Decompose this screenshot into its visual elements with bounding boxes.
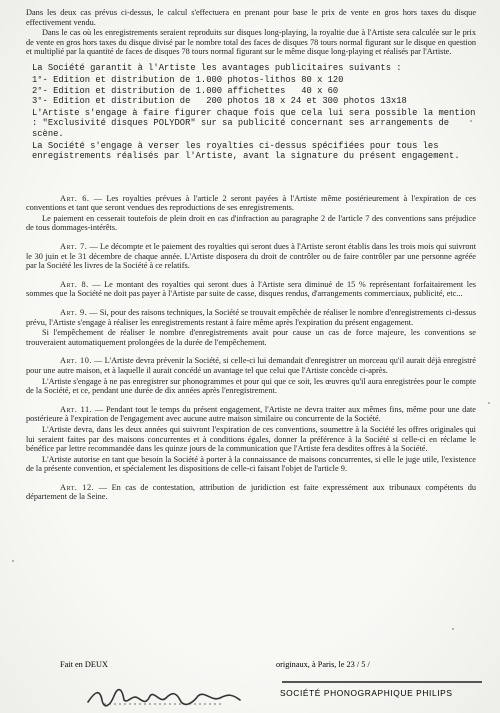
company-stamp: SOCIÉTÉ PHONOGRAPHIQUE PHILIPS [280, 688, 453, 698]
typed-line-item-3: 3°- Edition et distribution de 200 photos 18 x 24 et 300 photos 13x18 [32, 95, 407, 106]
article-label: Art. 12. [60, 482, 95, 492]
article-text: Pendant tout le temps du présent engagement, l'Artiste ne devra traiter aux mêmes fins, même pour une date postérieure à l'expiration de l'engagement avec aucune autre maison similaire ou concurrente de la Société. [26, 404, 476, 424]
article-12: Art. 12. — En cas de contestation, attribution de juridiction est faite expressément aux tribunaux compétents du département de la Seine. [26, 482, 476, 502]
article-text: Les royalties prévues à l'article 2 seront payées à l'Artiste même postérieurement à l'expiration de ces conventions et tant que seront vendues des reproductions de ses enregistrements. [26, 193, 477, 213]
article-8: Art. 8. — Le montant des royalties qui seront dues à l'Artiste sera diminué de 15 % représentant forfaitairement les sommes que la Société ne doit pas payer à l'Artiste par suite de casse, disques rendus, d'arrangements commerciaux, publicité, etc... [26, 279, 476, 299]
article-label: Art. 11. [60, 404, 93, 414]
article-text: Le décompte et le paiement des royalties qui seront dues à l'Artiste seront établis dans les trois mois qui suivront le 30 juin et le 31 décembre de chaque année. L'Artiste disposera du droit de contrôler ou de faire contrôler par une personne agréée par la Société les livres de la Société à ce relatifs. [26, 242, 476, 271]
stamp-rule [282, 681, 482, 683]
article-continuation: L'Artiste devra, dans les deux années qui suivront l'expiration de ces conventions, soumettre à la Société les offres originales qui lui seraient faites par des maisons concurrentes et à conditions égales, donner la préférence à la Société si celle-ci en réclame le bénéfice par lettre recommandée dans les quinze jours de la communication que l'Artiste fera desdites offres à la Société. [26, 424, 476, 454]
paper-speck [452, 628, 454, 630]
article-continuation: Le paiement en cesserait toutefois de plein droit en cas d'infraction au paragraphe 2 de l'article 7 des conventions sans préjudice de tous dommages-intérêts. [26, 213, 476, 233]
paper-speck [470, 120, 472, 122]
typed-line-royalties: La Société s'engage à verser les royalties ci-dessus spécifiées pour tous les enregistrements réalisés par l'Artiste, avant la signature du présent engagement. [32, 141, 460, 162]
article-text: L'Artiste devra prévenir la Société, si celle-ci lui demandait d'enregistrer un morceau qu'il aurait déjà enregistré pour une autre maison, et à laquelle il aurait concédé un avantage tel que celui que l'Artiste concède ci-après. [26, 356, 476, 375]
typed-insert [26, 62, 481, 162]
place-of-signing: Fait en DEUX [60, 660, 108, 669]
article-text: En cas de contestation, attribution de juridiction est faite expressément aux tribunaux compétents du département de la Seine. [26, 482, 476, 502]
typed-line-guarantee: La Société garantit à l'Artiste les avantages publicitaires suivants : [32, 62, 402, 73]
originals-date: originaux, à Paris, le 23 / 5 / [276, 660, 370, 669]
article-7: Art. 7. — Le décompte et le paiement des royalties qui seront dues à l'Artiste seront établis dans les trois mois qui suivront le 30 juin et le 31 décembre de chaque année. L'Artiste disposera du droit de contrôler ou de faire contrôler par une personne agréée par la Société les livres de la Société à ce relatifs. [26, 242, 476, 271]
article-text: Le montant des royalties qui seront dues à l'Artiste sera diminué de 15 % représentant forfaitairement les sommes que la Société ne doit pas payer à l'Artiste par suite de casse, disques rendus, d'arrangements commerciaux, publicité, etc... [26, 279, 476, 299]
article-11: Art. 11. — Pendant tout le temps du présent engagement, l'Artiste ne devra traiter aux mêmes fins, même pour une date postérieure à l'expiration de l'engagement avec aucune autre maison similaire ou concurrente de la Société. L'Artiste devra, dans les deux années qui suivront l'expiration de ces conventions, soumettre à la Société les offres originales qui lui seraient faites par des maisons concurrentes et à conditions égales, donner la préférence à la Société si celle-ci en réclame le bénéfice par lettre recommandée dans les quinze jours de la communication que l'Artiste fera desdites offres à la Société. L'Artiste autorise en tant que besoin la Société à porter à la connaissance de maisons concurrentes, si elle le juge utile, l'existence de la présente convention, et spécialement les dispositions de celle-ci faisant l'objet de l'article 9. [26, 404, 476, 474]
typed-line-item-2: 2°- Edition et distribution de 1.000 affichettes 40 x 60 [32, 85, 339, 96]
article-text: Si, pour des raisons techniques, la Société se trouvait empêchée de réaliser le nombre d'enregistrements ci-dessus prévu, l'Artiste s'engage à réaliser les enregistrements restant à faire même après l'expiration du présent engagement. [26, 307, 476, 327]
article-continuation-2: L'Artiste autorise en tant que besoin la Société à porter à la connaissance de maisons concurrentes, si elle le juge utile, l'existence de la présente convention, et spécialement les dispositions de celle-ci faisant l'objet de l'article 9. [26, 454, 476, 474]
article-label: Art. 9. [60, 307, 88, 317]
handwritten-signature [84, 686, 244, 708]
typed-line-item-1: 1°- Edition et distribution de 1.000 photos-lithos 80 x 120 [32, 75, 344, 86]
paper-speck [488, 402, 490, 404]
article-continuation: L'Artiste s'engage à ne pas enregistrer sur phonogrammes et pour qui que ce soit, les œuvres qu'il aura enregistrées pour le compte de la Société, et ce, pendant une durée de dix années après l'enregistrement. [26, 376, 476, 396]
paper-speck [12, 560, 14, 562]
article-continuation: Si l'empêchement de réaliser le nombre d'enregistrements avait pour cause un cas de force majeure, les conventions se trouveraient automatiquement prolongées de la durée de l'empêchement. [26, 328, 476, 347]
article-label: Art. 8. [60, 279, 89, 289]
spacer [26, 164, 476, 194]
intro-paragraph-2: Dans le cas où les enregistrements seraient reproduits sur disques long-playing, la royaltie due à l'Artiste sera calculée sur le prix de vente en gros hors taxes du disque divisé par le nombre total des faces de disques 78 tours normal figurant sur le disque en question et multiplié par la quantité de faces de disques 78 tours normal figurant sur le même disque long-playing et réalisés par l'Artiste. [26, 28, 476, 57]
article-9: Art. 9. — Si, pour des raisons techniques, la Société se trouvait empêchée de réaliser le nombre d'enregistrements ci-dessus prévu, l'Artiste s'engage à réaliser les enregistrements restant à faire même après l'expiration du présent engagement. Si l'empêchement de réaliser le nombre d'enregistrements avait pour cause un cas de force majeure, les conventions se trouveraient automatiquement prolongées de la durée de l'empêchement. [26, 307, 476, 347]
article-label: Art. 6. [60, 193, 90, 203]
article-6: Art. 6. — Les royalties prévues à l'article 2 seront payées à l'Artiste même postérieurement à l'expiration de ces conventions et tant que seront vendues des reproductions de ses enregistrements. Le paiement en cesserait toutefois de plein droit en cas d'infraction au paragraphe 2 de l'article 7 des conventions sans préjudice de tous dommages-intérêts. [26, 193, 477, 233]
typed-line-mention: L'Artiste s'engage à faire figurer chaque fois que cela lui sera possible la mention : "Exclusivité disques POLYDOR" sur sa publicité concernant ses arrangements de scène. [32, 108, 481, 139]
article-label: Art. 10. [60, 356, 92, 366]
article-10: Art. 10. — L'Artiste devra prévenir la Société, si celle-ci lui demandait d'enregistrer un morceau qu'il aurait déjà enregistré pour une autre maison, et à laquelle il aurait concédé un avantage tel que celui que l'Artiste concède ci-après. L'Artiste s'engage à ne pas enregistrer sur phonogrammes et pour qui que ce soit, les œuvres qu'il aura enregistrées pour le compte de la Société, et ce, pendant une durée de dix années après l'enregistrement. [26, 356, 476, 396]
article-label: Art. 7. [60, 242, 88, 252]
intro-paragraph-1: Dans les deux cas prévus ci-dessus, le calcul s'effectuera en prenant pour base le prix de vente en gros hors taxes du disque effectivement vendu. [26, 8, 476, 27]
